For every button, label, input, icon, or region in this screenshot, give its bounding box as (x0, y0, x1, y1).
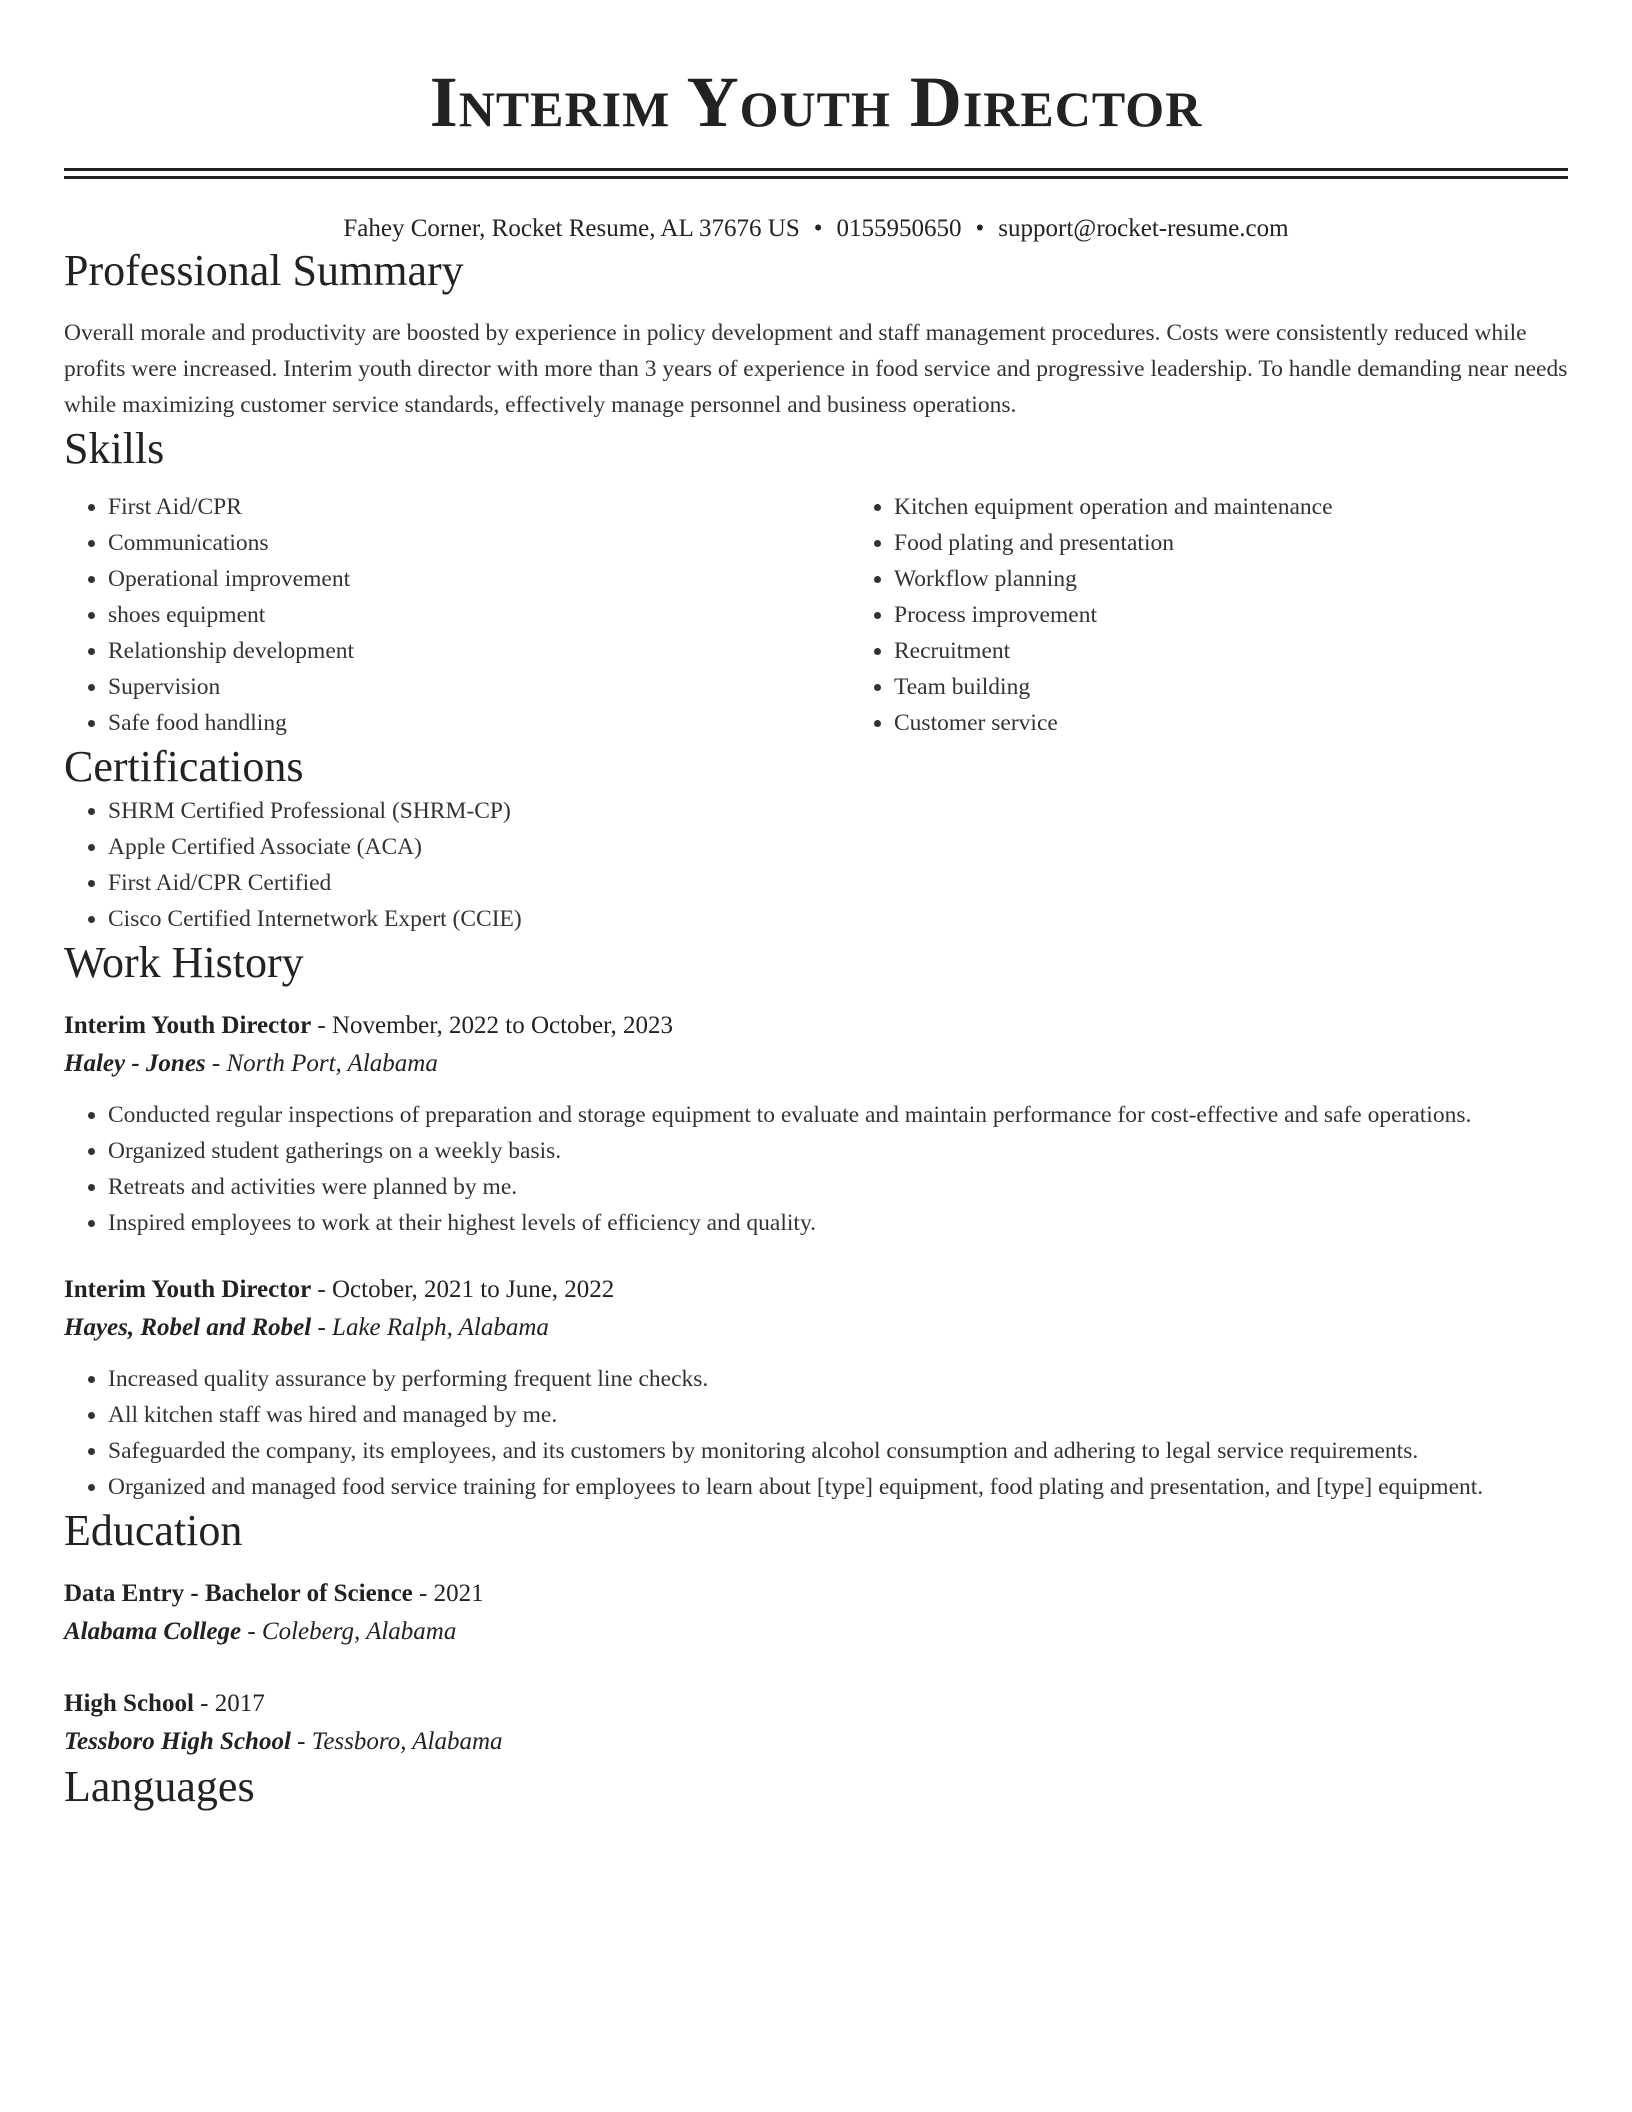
job-bullet: • All kitchen staff was hired and managed by me. (108, 1397, 1568, 1433)
skill-item: • Workflow planning (894, 561, 1333, 597)
education-location: - Coleberg, Alabama (241, 1618, 457, 1645)
job-bullet: • Increased quality assurance by performing frequent line checks. (108, 1361, 1568, 1397)
contact-phone: 0155950650 (836, 215, 962, 242)
job-dates: - November, 2022 to October, 2023 (311, 1012, 673, 1039)
job-bullet: • Organized student gatherings on a weekly basis. (108, 1133, 1568, 1169)
job-employer-line (64, 1309, 1568, 1347)
education-school: Tessboro High School (64, 1728, 291, 1755)
education-location: - Tessboro, Alabama (290, 1728, 503, 1755)
certification-item: • SHRM Certified Professional (SHRM-CP) (108, 793, 1568, 829)
education-school-line (64, 1723, 1568, 1761)
skill-item: • Customer service (894, 705, 1333, 741)
job-dates: - October, 2021 to June, 2022 (311, 1276, 615, 1303)
skill-item: • Food plating and presentation (894, 525, 1333, 561)
skills-grid (64, 489, 1568, 741)
job-location: - North Port, Alabama (205, 1050, 438, 1077)
skill-item: • Team building (894, 669, 1333, 705)
job-employer-line (64, 1045, 1568, 1083)
skill-item: • Relationship development (108, 633, 850, 669)
education-year: - 2021 (412, 1580, 484, 1607)
title-double-rule (64, 168, 1568, 179)
job-entry (64, 1271, 1568, 1505)
education-school: Alabama College (64, 1618, 242, 1645)
certification-item: • First Aid/CPR Certified (108, 865, 1568, 901)
skill-item: • First Aid/CPR (108, 489, 850, 525)
education-entry (64, 1685, 1568, 1761)
job-role: Interim Youth Director (64, 1012, 312, 1039)
job-location: - Lake Ralph, Alabama (311, 1314, 549, 1341)
job-title-line (64, 1007, 1568, 1045)
resume-title: Interim Youth Director (429, 62, 1203, 142)
skills-list-right (850, 489, 1333, 741)
education-degree-line (64, 1685, 1568, 1723)
skill-item: • Process improvement (894, 597, 1333, 633)
job-employer: Haley - Jones (64, 1050, 206, 1077)
languages-heading: Languages (64, 1762, 255, 1811)
job-bullets (64, 1097, 1568, 1241)
summary-text: Overall morale and productivity are boosted by experience in policy development and staff management procedures. Costs were consistently reduced while profits were increased. Interim youth director with more than 3 years of experience in food service and progressive leadership. To handle demanding near needs while maximizing customer service standards, effectively manage personnel and business operations. (64, 320, 1568, 418)
education-degree-line (64, 1575, 1568, 1613)
education-heading: Education (64, 1506, 243, 1555)
education-year: - 2017 (193, 1690, 265, 1717)
job-bullet: • Safeguarded the company, its employees, and its customers by monitoring alcohol consumption and adhering to legal service requirements. (108, 1433, 1568, 1469)
job-employer: Hayes, Robel and Robel (64, 1314, 312, 1341)
education-degree: Data Entry - Bachelor of Science (64, 1580, 413, 1607)
education-school-line (64, 1613, 1568, 1651)
skills-heading: Skills (64, 424, 165, 473)
work-history-heading: Work History (64, 938, 304, 987)
job-title-line (64, 1271, 1568, 1309)
skill-item: • shoes equipment (108, 597, 850, 633)
skill-item: • Kitchen equipment operation and maintenance (894, 489, 1333, 525)
skill-item: • Recruitment (894, 633, 1333, 669)
contact-separator: • (975, 215, 985, 242)
certifications-heading: Certifications (64, 742, 304, 791)
job-bullet: • Inspired employees to work at their highest levels of efficiency and quality. (108, 1205, 1568, 1241)
contact-email: support@rocket-resume.com (998, 215, 1289, 242)
contact-separator: • (813, 215, 823, 242)
skills-list-left (64, 489, 850, 741)
skill-item: • Supervision (108, 669, 850, 705)
skill-item: • Operational improvement (108, 561, 850, 597)
certification-item: • Apple Certified Associate (ACA) (108, 829, 1568, 865)
certification-item: • Cisco Certified Internetwork Expert (CCIE) (108, 901, 1568, 937)
contact-address: Fahey Corner, Rocket Resume, AL 37676 US (343, 215, 800, 242)
contact-line (64, 213, 1568, 245)
skill-item: • Safe food handling (108, 705, 850, 741)
job-role: Interim Youth Director (64, 1276, 312, 1303)
summary-heading: Professional Summary (64, 246, 464, 295)
job-bullet: • Retreats and activities were planned by me. (108, 1169, 1568, 1205)
job-bullet: • Conducted regular inspections of preparation and storage equipment to evaluate and maintain performance for cost-effective and safe operations. (108, 1097, 1568, 1133)
job-entry (64, 1007, 1568, 1241)
education-degree: High School (64, 1690, 194, 1717)
skill-item: • Communications (108, 525, 850, 561)
certifications-list (64, 793, 1568, 937)
job-bullets (64, 1361, 1568, 1505)
education-entry (64, 1575, 1568, 1651)
job-bullet: • Organized and managed food service training for employees to learn about [type] equipment, food plating and presentation, and [type] equipment. (108, 1469, 1568, 1505)
